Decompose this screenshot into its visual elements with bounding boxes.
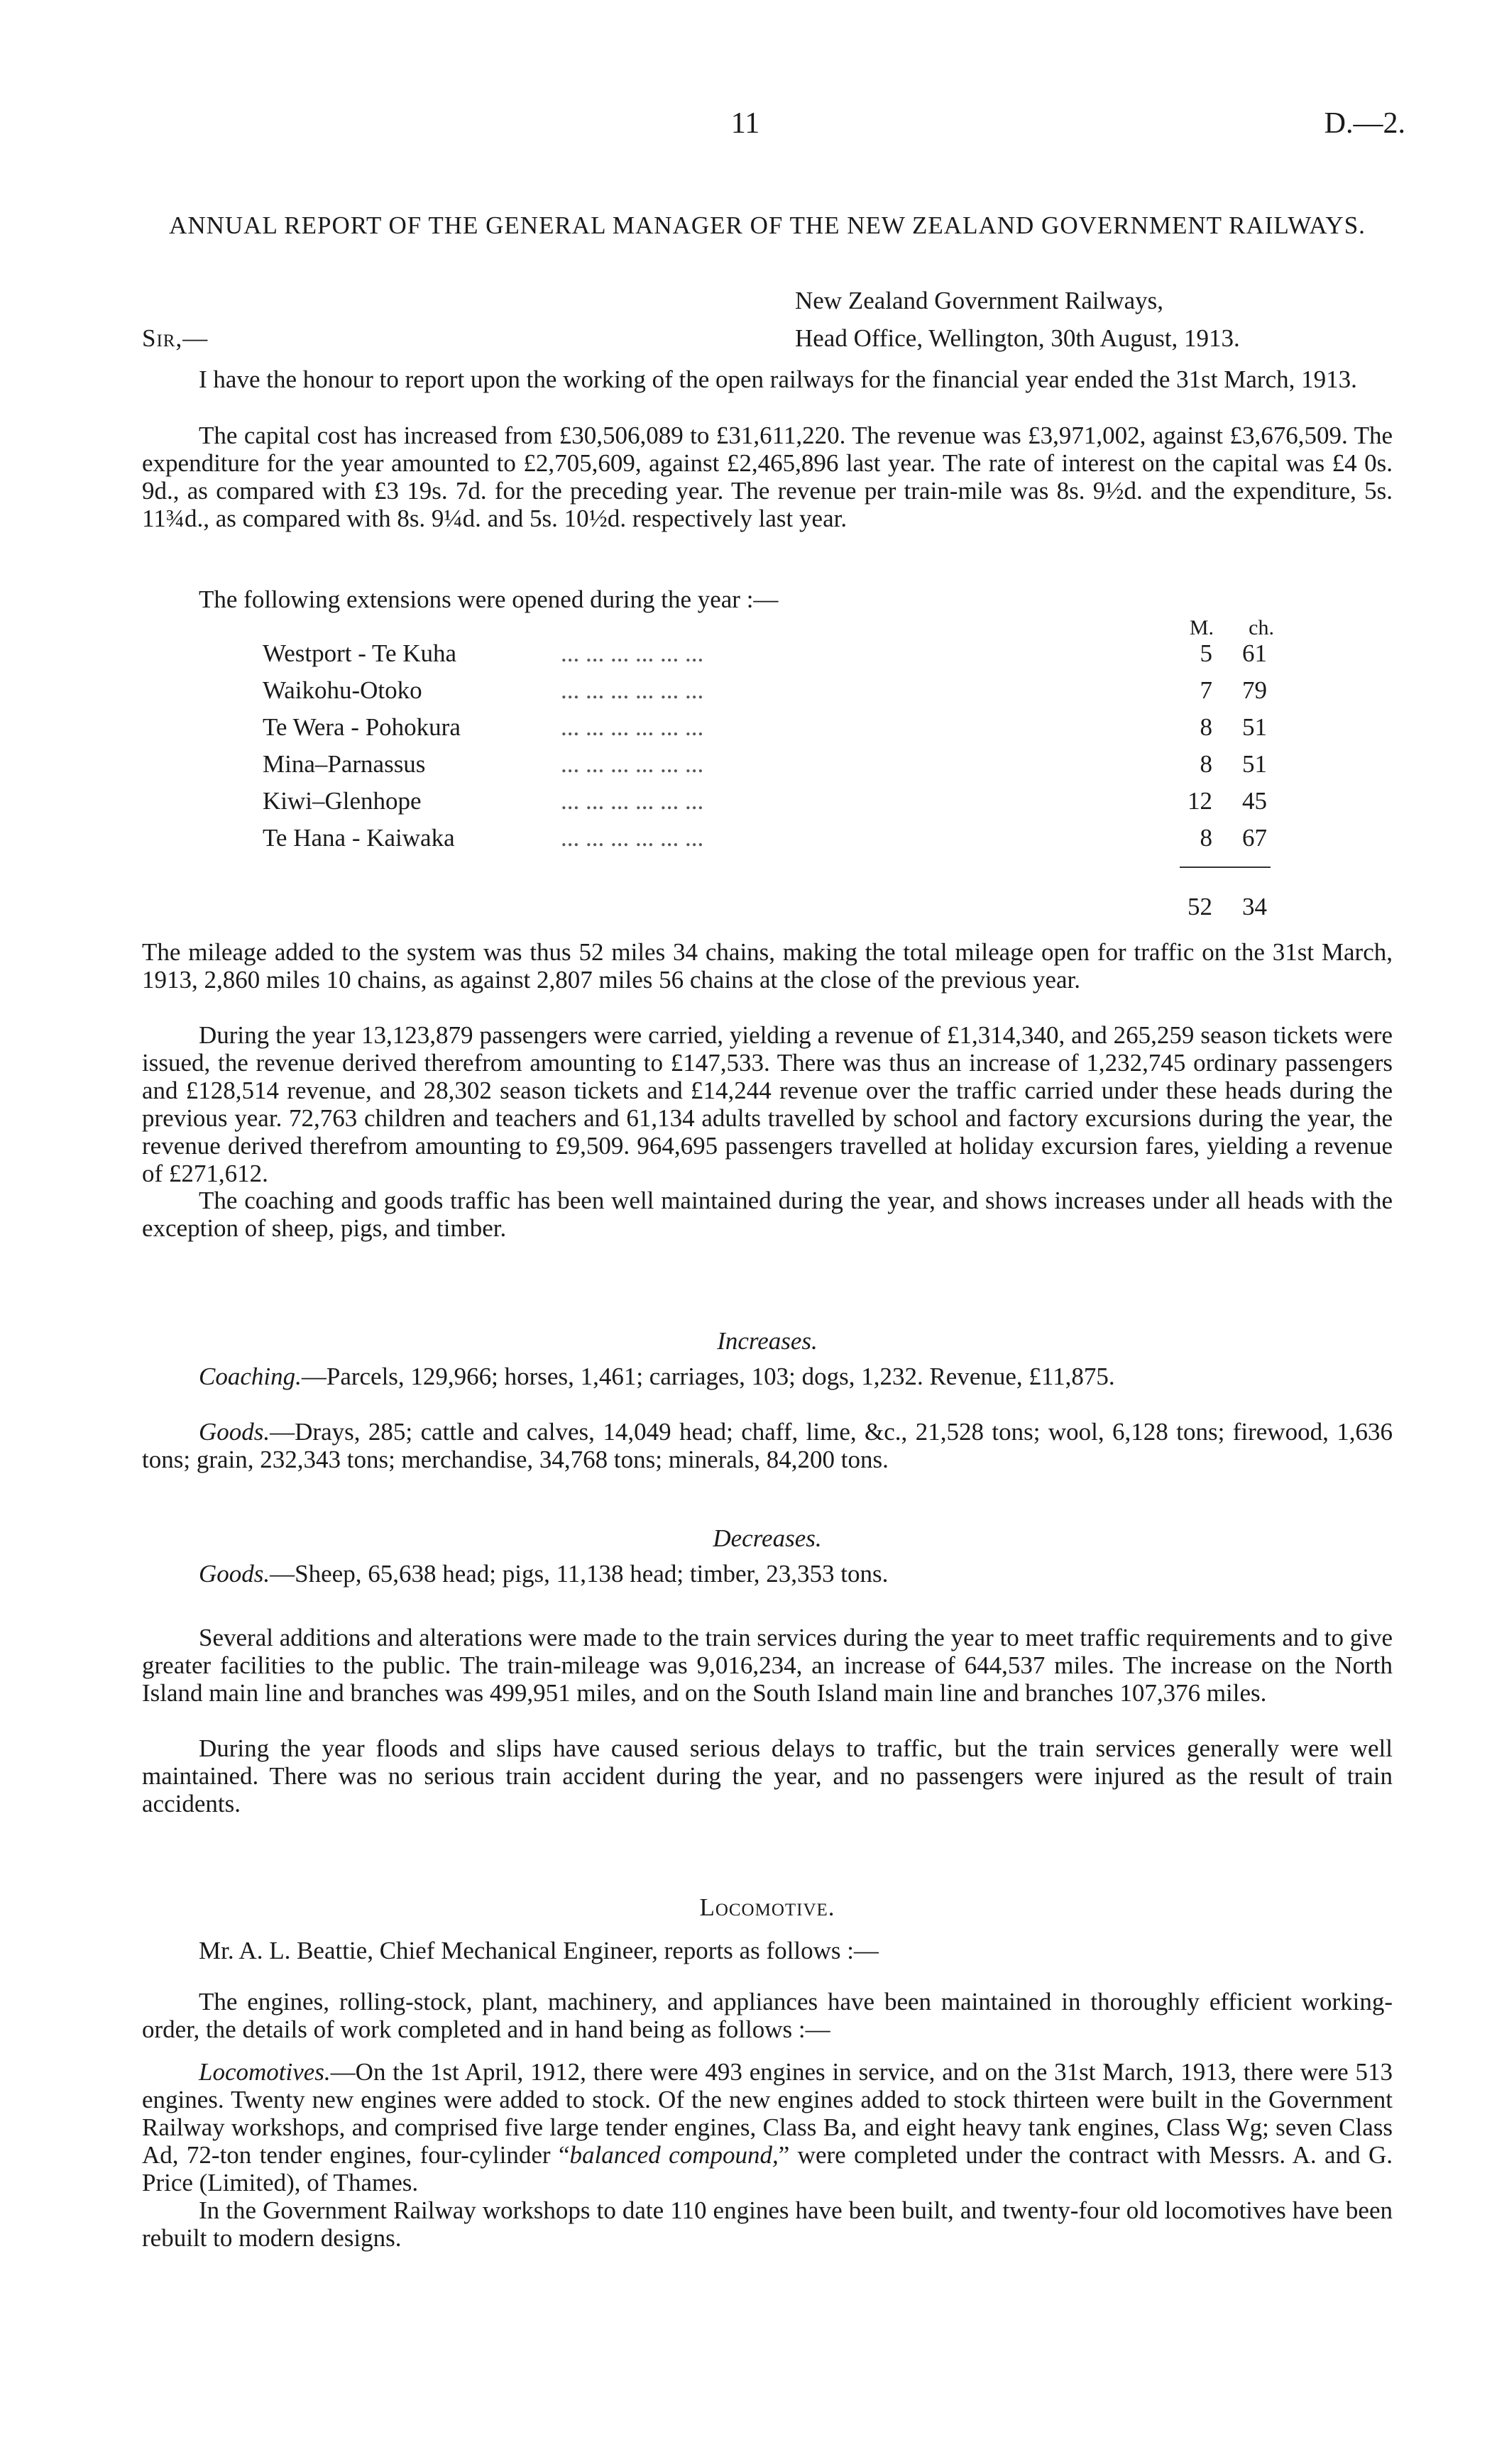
goods-label: Goods. xyxy=(199,1418,270,1446)
workshops-paragraph: In the Government Railway workshops to date 110 engines have been built, and twenty-four old locomotives have been rebuilt to modern designs. xyxy=(142,2196,1393,2252)
coaching-label: Coaching. xyxy=(199,1363,302,1390)
document-reference: D.—2. xyxy=(1324,107,1405,140)
extension-miles: 8 xyxy=(1200,824,1212,852)
leader-dots: ... ... ... ... ... ... xyxy=(561,639,704,667)
table-row xyxy=(263,820,1398,857)
address-line-1: New Zealand Government Railways, xyxy=(795,287,1164,314)
extension-miles: 7 xyxy=(1200,676,1212,704)
extension-chains: 51 xyxy=(1242,750,1267,778)
extension-chains: 51 xyxy=(1242,713,1267,741)
table-row xyxy=(263,709,1398,746)
extension-miles: 8 xyxy=(1200,713,1212,741)
leader-dots: ... ... ... ... ... ... xyxy=(561,676,704,704)
locomotives-paragraph: Locomotives.—On the 1st April, 1912, there were 493 engines in service, and on the 31st March, 1913, there were 513 engines. Twenty new engines were added to stock. Of the new engines added to stock thirteen were built in the Government Railway workshops, and comprised five large tender engines, Class Ba, and eight heavy tank engines, Class Wg; seven Class Ad, 72-ton tender engines, four-cylinder “balanced compound,” were completed under the contract with Messrs. A. and G. Price (Limited), of Thames. xyxy=(142,2058,1393,2196)
table-row xyxy=(263,746,1398,783)
column-header-miles: M. xyxy=(1189,616,1214,639)
extension-chains: 79 xyxy=(1242,676,1267,704)
total-rule xyxy=(1180,867,1271,868)
leader-dots: ... ... ... ... ... ... xyxy=(561,787,704,815)
table-row xyxy=(263,635,1398,672)
extension-name: Mina–Parnassus xyxy=(263,750,426,778)
extension-name: Waikohu-Otoko xyxy=(263,676,422,704)
increases-heading: Increases. xyxy=(717,1327,818,1355)
locomotive-heading: Locomotive. xyxy=(699,1893,835,1921)
extension-name: Te Hana - Kaiwaka xyxy=(263,824,455,852)
extension-miles: 5 xyxy=(1200,639,1212,667)
decreases-heading: Decreases. xyxy=(713,1524,822,1552)
extension-miles: 12 xyxy=(1187,787,1212,815)
extension-name: Westport - Te Kuha xyxy=(263,639,457,667)
extension-chains: 45 xyxy=(1242,787,1267,815)
locomotives-label: Locomotives. xyxy=(199,2058,331,2086)
total-miles: 52 xyxy=(1187,893,1212,920)
floods-paragraph: During the year floods and slips have caused serious delays to traffic, but the train services generally were well maintained. There was no serious train accident during the year, and no passengers were injured as the result of train accidents. xyxy=(142,1734,1393,1817)
extension-name: Te Wera - Pohokura xyxy=(263,713,461,741)
maintenance-paragraph: The engines, rolling-stock, plant, machinery, and appliances have been maintained in thoroughly efficient working-order, the details of work completed and in hand being as follows :— xyxy=(142,1988,1393,2043)
table-row xyxy=(263,783,1398,820)
intro-paragraph-1: I have the honour to report upon the working of the open railways for the financial year ended the 31st March, 1913. xyxy=(199,365,1357,393)
goods-decreases-text: —Sheep, 65,638 head; pigs, 11,138 head; timber, 23,353 tons. xyxy=(270,1560,889,1588)
goods-increases-text: —Drays, 285; cattle and calves, 14,049 head; chaff, lime, &c., 21,528 tons; wool, 6,128 tons; firewood, 1,636 tons; grain, 232,343 tons; merchandise, 34,768 tons; minerals, 84,200 tons. xyxy=(142,1418,1393,1473)
coaching-increases xyxy=(142,1363,1393,1390)
intro-paragraph-3: The following extensions were opened during the year :— xyxy=(199,585,779,613)
table-row xyxy=(263,672,1398,709)
address-line-2: Head Office, Wellington, 30th August, 1913. xyxy=(795,324,1240,352)
goods-decreases xyxy=(142,1560,1393,1588)
extension-miles: 8 xyxy=(1200,750,1212,778)
page-number: 11 xyxy=(730,107,760,140)
leader-dots: ... ... ... ... ... ... xyxy=(561,750,704,778)
mileage-paragraph: The mileage added to the system was thus 52 miles 34 chains, making the total mileage open for traffic on the 31st March, 1913, 2,860 miles 10 chains, as against 2,807 miles 56 chains at the close of the previous year. xyxy=(142,938,1393,994)
extension-name: Kiwi–Glenhope xyxy=(263,787,422,815)
train-services-paragraph: Several additions and alterations were made to the train services during the year to meet traffic requirements and to give greater facilities to the public. The train-mileage was 9,016,234, an increase of 644,537 miles. The increase on the North Island main line and branches was 499,951 miles, and on the South Island main line and branches 107,376 miles. xyxy=(142,1624,1393,1707)
beattie-intro: Mr. A. L. Beattie, Chief Mechanical Engineer, reports as follows :— xyxy=(199,1937,879,1964)
column-header-chains: ch. xyxy=(1249,616,1274,639)
leader-dots: ... ... ... ... ... ... xyxy=(561,824,704,852)
goods-increases xyxy=(142,1418,1393,1473)
total-chains: 34 xyxy=(1242,893,1267,920)
report-title: ANNUAL REPORT OF THE GENERAL MANAGER OF THE NEW ZEALAND GOVERNMENT RAILWAYS. xyxy=(169,211,1366,239)
passengers-paragraph: During the year 13,123,879 passengers were carried, yielding a revenue of £1,314,340, and 265,259 season tickets were issued, the revenue derived therefrom amounting to £147,533. There was thus an increase of 1,232,745 ordinary passengers and £128,514 revenue, and 28,302 season tickets and £14,244 revenue over the traffic carried under these heads during the previous year. 72,763 children and teachers and 61,134 adults travelled by school and factory excursions during the year, the revenue derived therefrom amounting to £9,509. 964,695 passengers travelled at holiday excursion fares, yielding a revenue of £271,612. xyxy=(142,1021,1393,1187)
coaching-goods-paragraph: The coaching and goods traffic has been well maintained during the year, and shows increases under all heads with the exception of sheep, pigs, and timber. xyxy=(142,1187,1393,1242)
extension-chains: 61 xyxy=(1242,639,1267,667)
intro-paragraph-2: The capital cost has increased from £30,506,089 to £31,611,220. The revenue was £3,971,002, against £3,676,509. The expenditure for the year amounted to £2,705,609, against £2,465,896 last year. The rate of interest on the capital was £4 0s. 9d., as compared with £3 19s. 7d. for the preceding year. The revenue per train-mile was 8s. 9½d. and the expenditure, 5s. 11¾d., as compared with 8s. 9¼d. and 5s. 10½d. respectively last year. xyxy=(142,422,1393,532)
goods-label: Goods. xyxy=(199,1560,270,1588)
extension-chains: 67 xyxy=(1242,824,1267,852)
leader-dots: ... ... ... ... ... ... xyxy=(561,713,704,741)
salutation: Sir,— xyxy=(142,324,209,352)
coaching-increases-text: —Parcels, 129,966; horses, 1,461; carriages, 103; dogs, 1,232. Revenue, £11,875. xyxy=(301,1363,1115,1390)
